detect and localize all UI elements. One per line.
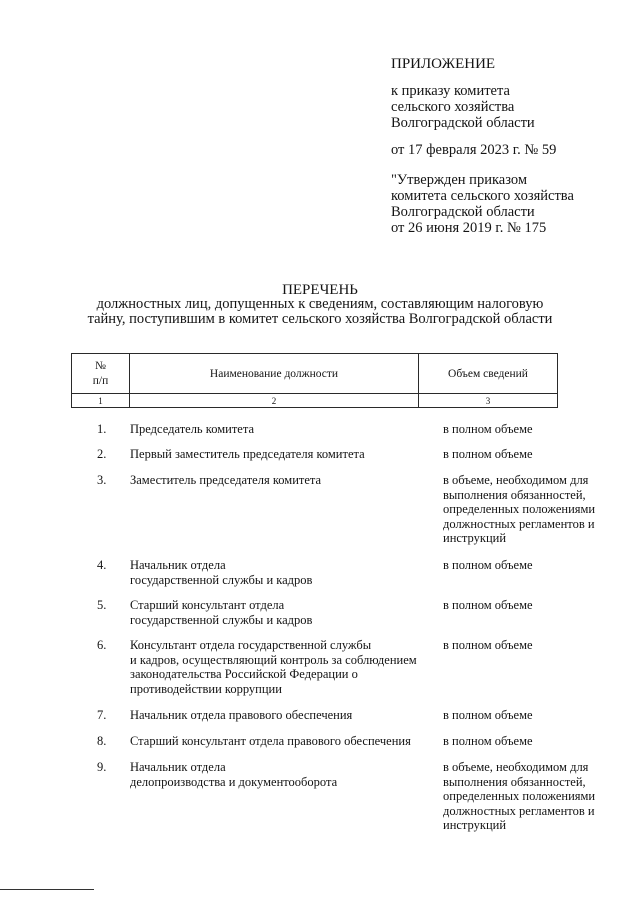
footer-rule: [0, 889, 94, 890]
position-line: Начальник отдела: [130, 760, 226, 774]
position-line: Заместитель председателя комитета: [130, 473, 322, 487]
volume-line: в полном объеме: [443, 734, 533, 748]
volume-line: должностных регламентов и: [443, 803, 595, 818]
subtitle-line: должностных лиц, допущенных к сведениям, составляющим налоговую: [96, 296, 544, 312]
row-volume: [443, 473, 613, 546]
table-header: [71, 353, 558, 408]
row-position: [130, 558, 435, 587]
header-position: Наименование должности: [130, 354, 419, 394]
volume-line: в полном объеме: [443, 708, 533, 722]
row-number: 7.: [97, 708, 107, 722]
row-position: [130, 760, 435, 789]
col-number: 3: [419, 394, 558, 408]
row-position: [130, 422, 435, 437]
volume-line: в объеме, необходимом для: [443, 760, 589, 774]
order-line: сельского хозяйства: [391, 99, 515, 115]
approval-line: комитета сельского хозяйства: [391, 188, 574, 204]
row-number: 6.: [97, 638, 107, 652]
appendix-block: [391, 56, 631, 236]
position-line: и кадров, осуществляющий контроль за соблюдением: [130, 652, 417, 667]
volume-line: в полном объеме: [443, 447, 533, 461]
row-volume: [443, 422, 613, 437]
order-line: к приказу комитета: [391, 83, 510, 99]
row-position: [130, 638, 435, 696]
header-num-line: п/п: [92, 374, 109, 387]
volume-line: в полном объеме: [443, 638, 533, 652]
row-position: [130, 598, 435, 627]
header-num: [72, 354, 130, 394]
volume-line: в полном объеме: [443, 422, 533, 436]
approval-line: Волгоградской области: [391, 204, 535, 220]
volume-line: в объеме, необходимом для: [443, 473, 589, 487]
list-subtitle: [60, 297, 580, 327]
row-position: [130, 447, 435, 462]
volume-line: инструкций: [443, 818, 507, 832]
volume-line: в полном объеме: [443, 598, 533, 612]
position-line: Старший консультант отдела правового обеспечения: [130, 734, 411, 748]
row-position: [130, 708, 435, 723]
approval-line: от 26 июня 2019 г. № 175: [391, 220, 547, 236]
subtitle-line: тайну, поступившим в комитет сельского хозяйства Волгоградской области: [87, 311, 553, 327]
volume-line: выполнения обязанностей,: [443, 487, 586, 502]
approval-line: "Утвержден приказом: [391, 172, 528, 188]
position-line: государственной службы и кадров: [130, 572, 313, 587]
position-line: противодействии коррупции: [130, 681, 282, 696]
row-position: [130, 473, 435, 488]
volume-line: выполнения обязанностей,: [443, 774, 586, 789]
position-line: Старший консультант отдела: [130, 598, 285, 612]
row-number: 5.: [97, 598, 107, 612]
header-num-line: №: [95, 359, 106, 372]
order-reference: [391, 83, 631, 131]
position-line: делопроизводства и документооборота: [130, 774, 338, 789]
volume-line: в полном объеме: [443, 558, 533, 572]
volume-line: определенных положениями: [443, 502, 596, 516]
row-number: 8.: [97, 734, 107, 748]
order-line: Волгоградской области: [391, 115, 535, 131]
row-number: 3.: [97, 473, 107, 487]
position-line: Консультант отдела государственной службы: [130, 638, 372, 652]
row-position: [130, 734, 435, 749]
row-number: 4.: [97, 558, 107, 572]
position-line: Начальник отдела: [130, 558, 226, 572]
header-volume: Объем сведений: [419, 354, 558, 394]
row-volume: [443, 734, 613, 749]
row-volume: [443, 638, 613, 653]
row-volume: [443, 447, 613, 462]
position-line: законодательства Российской Федерации о: [130, 667, 358, 681]
col-number: 2: [130, 394, 419, 408]
row-volume: [443, 760, 613, 833]
row-number: 9.: [97, 760, 107, 774]
position-line: Председатель комитета: [130, 422, 254, 436]
volume-line: должностных регламентов и: [443, 516, 595, 531]
approval-note: [391, 172, 631, 236]
position-line: Первый заместитель председателя комитета: [130, 447, 365, 461]
col-number: 1: [72, 394, 130, 408]
position-line: Начальник отдела правового обеспечения: [130, 708, 353, 722]
position-line: государственной службы и кадров: [130, 612, 313, 627]
order-date: от 17 февраля 2023 г. № 59: [391, 142, 557, 158]
row-number: 2.: [97, 447, 107, 461]
row-volume: [443, 558, 613, 573]
row-volume: [443, 598, 613, 613]
row-volume: [443, 708, 613, 723]
volume-line: определенных положениями: [443, 789, 596, 803]
row-number: 1.: [97, 422, 107, 436]
volume-line: инструкций: [443, 531, 507, 545]
list-title: ПЕРЕЧЕНЬ: [282, 282, 358, 298]
appendix-title: ПРИЛОЖЕНИЕ: [391, 56, 496, 72]
